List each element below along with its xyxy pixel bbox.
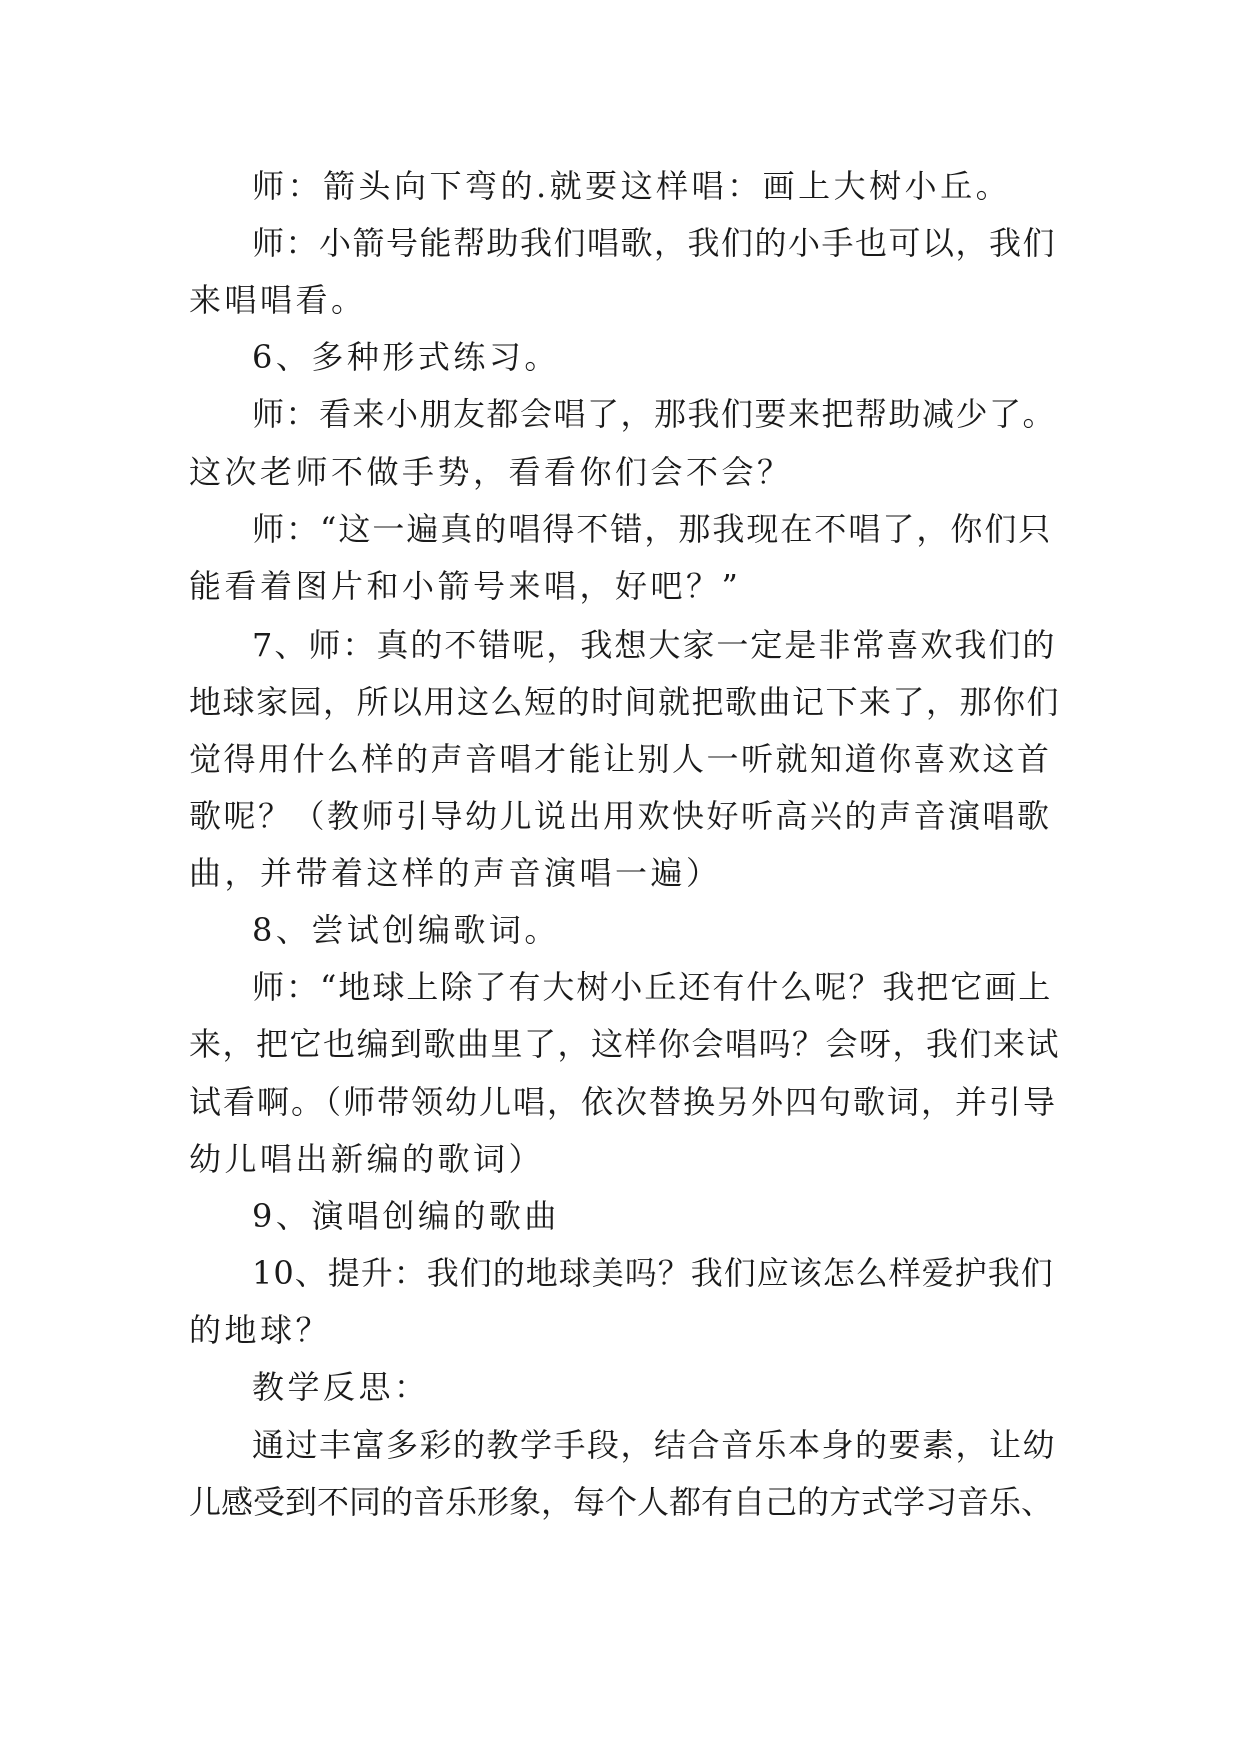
text-line-5: 师：看来小朋友都会唱了，那我们要来把帮助减少了。 — [252, 395, 1057, 433]
text-line-17: 试看啊。（师带领幼儿唱，依次替换另外四句歌词，并引导 — [189, 1083, 1058, 1121]
text-line-9: 7、师：真的不错呢，我想大家一定是非常喜欢我们的 — [252, 626, 1057, 664]
text-line-18: 幼儿唱出新编的歌词） — [189, 1140, 545, 1178]
text-line-8: 能看着图片和小箭号来唱，好吧？” — [189, 567, 742, 605]
text-line-21: 的地球？ — [189, 1311, 332, 1349]
text-line-13: 曲，并带着这样的声音演唱一遍） — [189, 854, 722, 892]
text-line-10: 地球家园，所以用这么短的时间就把歌曲记下来了，那你们 — [189, 683, 1061, 721]
text-line-20: 10、提升：我们的地球美吗？我们应该怎么样爱护我们 — [252, 1254, 1054, 1292]
text-line-22: 教学反思： — [252, 1368, 430, 1406]
text-line-4: 6、多种形式练习。 — [252, 338, 560, 376]
text-line-19: 9、演唱创编的歌曲 — [252, 1197, 560, 1235]
text-line-6: 这次老师不做手势，看看你们会不会？ — [189, 453, 793, 491]
text-line-15: 师：“地球上除了有大树小丘还有什么呢？我把它画上 — [252, 968, 1053, 1006]
text-line-12: 歌呢？（教师引导幼儿说出用欢快好听高兴的声音演唱歌 — [189, 797, 1052, 835]
text-line-2: 师：小箭号能帮助我们唱歌，我们的小手也可以，我们 — [252, 224, 1057, 262]
text-line-16: 来，把它也编到歌曲里了，这样你会唱吗？会呀，我们来试 — [189, 1025, 1061, 1063]
text-line-24: 儿感受到不同的音乐形象，每个人都有自己的方式学习音乐、 — [189, 1483, 1054, 1521]
text-line-11: 觉得用什么样的声音唱才能让别人一听就知道你喜欢这首 — [189, 740, 1052, 778]
text-line-7: 师：“这一遍真的唱得不错，那我现在不唱了，你们只 — [252, 510, 1053, 548]
text-line-14: 8、尝试创编歌词。 — [252, 911, 560, 949]
text-line-1: 师：箭头向下弯的.就要这样唱：画上大树小丘。 — [252, 167, 1012, 205]
text-line-3: 来唱唱看。 — [189, 281, 367, 319]
text-line-23: 通过丰富多彩的教学手段，结合音乐本身的要素，让幼 — [252, 1426, 1057, 1464]
